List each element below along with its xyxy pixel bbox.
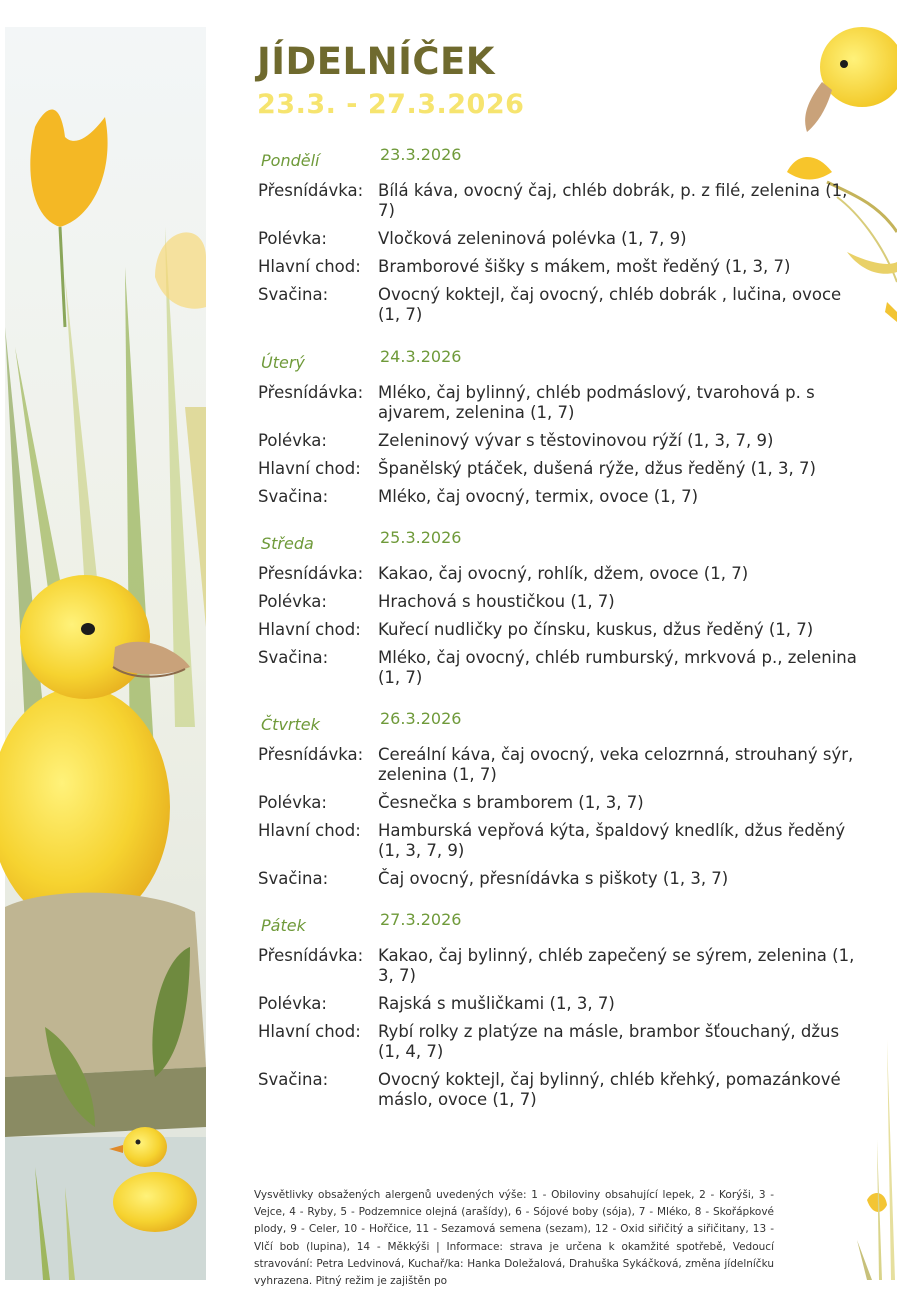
meal-row xyxy=(258,285,858,325)
meal-row xyxy=(258,431,858,451)
page-title: JÍDELNÍČEK xyxy=(257,40,495,83)
meal-text: Vločková zeleninová polévka (1, 7, 9) xyxy=(378,229,687,248)
meal-text: Kakao, čaj ovocný, rohlík, džem, ovoce (1, 7) xyxy=(378,564,749,583)
duckling-illustration xyxy=(5,27,206,1280)
meal-label: Hlavní chod: xyxy=(258,459,361,478)
day-date: 23.3.2026 xyxy=(380,145,462,164)
meal-row xyxy=(258,257,858,277)
meal-row xyxy=(258,648,858,688)
meal-text: Cereální káva, čaj ovocný, veka celozrnná, strouhaný sýr, zelenina (1, 7) xyxy=(378,745,854,784)
meal-text: Bramborové šišky s mákem, mošt ředěný (1, 3, 7) xyxy=(378,257,791,276)
meal-row xyxy=(258,869,858,889)
meal-label: Svačina: xyxy=(258,648,329,667)
day-name: Pátek xyxy=(261,916,306,935)
meal-label: Svačina: xyxy=(258,285,329,304)
day-date: 24.3.2026 xyxy=(380,347,462,366)
meal-label: Přesnídávka: xyxy=(258,745,364,764)
meal-text: Kakao, čaj bylinný, chléb zapečený se sýrem, zelenina (1, 3, 7) xyxy=(378,946,855,985)
meal-label: Hlavní chod: xyxy=(258,821,361,840)
day-date: 26.3.2026 xyxy=(380,709,462,728)
meal-text: Mléko, čaj ovocný, termix, ovoce (1, 7) xyxy=(378,487,699,506)
meal-text: Španělský ptáček, dušená rýže, džus ředěný (1, 3, 7) xyxy=(378,459,816,478)
meal-text: Čaj ovocný, přesnídávka s piškoty (1, 3, 7) xyxy=(378,869,729,888)
meal-text: Zeleninový vývar s těstovinovou rýží (1, 3, 7, 9) xyxy=(378,431,774,450)
day-name: Úterý xyxy=(261,353,305,372)
meal-row xyxy=(258,793,858,813)
meal-row xyxy=(258,821,858,861)
meal-text: Hamburská vepřová kýta, špaldový knedlík, džus ředěný (1, 3, 7, 9) xyxy=(378,821,846,860)
meal-row xyxy=(258,745,858,785)
day-name: Pondělí xyxy=(261,151,320,170)
date-range: 23.3. - 27.3.2026 xyxy=(257,89,525,120)
meal-label: Hlavní chod: xyxy=(258,1022,361,1041)
meal-row xyxy=(258,592,858,612)
day-friday xyxy=(258,910,858,1118)
meal-row xyxy=(258,564,858,584)
meal-label: Polévka: xyxy=(258,793,327,812)
meal-row xyxy=(258,1022,858,1062)
meal-text: Ovocný koktejl, čaj bylinný, chléb křehký, pomazánkové máslo, ovoce (1, 7) xyxy=(378,1070,841,1109)
meal-label: Hlavní chod: xyxy=(258,257,361,276)
day-name: Čtvrtek xyxy=(261,715,320,734)
day-wednesday xyxy=(258,528,858,696)
meal-row xyxy=(258,487,858,507)
meal-text: Bílá káva, ovocný čaj, chléb dobrák, p. z filé, zelenina (1, 7) xyxy=(378,181,848,220)
meal-row xyxy=(258,383,858,423)
meal-text: Česnečka s bramborem (1, 3, 7) xyxy=(378,793,644,812)
meal-text: Mléko, čaj bylinný, chléb podmáslový, tvarohová p. s ajvarem, zelenina (1, 7) xyxy=(378,383,815,422)
meal-row xyxy=(258,229,858,249)
meal-row xyxy=(258,994,858,1014)
meal-label: Polévka: xyxy=(258,592,327,611)
day-monday xyxy=(258,145,858,333)
day-date: 27.3.2026 xyxy=(380,910,462,929)
meal-label: Hlavní chod: xyxy=(258,620,361,639)
allergen-footnote: Vysvětlivky obsažených alergenů uvedených výše: 1 - Obiloviny obsahující lepek, 2 - Korýši, 3 - Vejce, 4 - Ryby, 5 - Podzemnice olejná (arašídy), 6 - Sójové boby (sója), 7 - Mléko, 8 - Skořápkové plody, 9 - Celer, 10 - Hořčice, 11 - Sezamová semena (sezam), 12 - Oxid siřičitý a siřičitany, 13 - Vlčí bob (lupina), 14 - Měkkýši | Informace: strava je určena k okamžité spotřebě, Vedoucí stravování: Petra Ledvinová, Kuchař/ka: Hanka Doležalová, Drahuška Sykáčková, změna jídelníčku vyhrazena. Pitný režim je zajištěn po xyxy=(254,1189,774,1288)
day-tuesday xyxy=(258,347,858,515)
day-thursday xyxy=(258,709,858,897)
meal-label: Polévka: xyxy=(258,229,327,248)
day-date: 25.3.2026 xyxy=(380,528,462,547)
meal-text: Hrachová s houstičkou (1, 7) xyxy=(378,592,615,611)
meal-text: Rybí rolky z platýze na másle, brambor šťouchaný, džus (1, 4, 7) xyxy=(378,1022,840,1061)
meal-text: Kuřecí nudličky po čínsku, kuskus, džus ředěný (1, 7) xyxy=(378,620,814,639)
meal-text: Ovocný koktejl, čaj ovocný, chléb dobrák , lučina, ovoce (1, 7) xyxy=(378,285,842,324)
meal-text: Rajská s mušličkami (1, 3, 7) xyxy=(378,994,615,1013)
meal-row xyxy=(258,946,858,986)
meal-label: Přesnídávka: xyxy=(258,181,364,200)
meal-label: Přesnídávka: xyxy=(258,946,364,965)
meal-row xyxy=(258,459,858,479)
meal-label: Polévka: xyxy=(258,431,327,450)
meal-label: Polévka: xyxy=(258,994,327,1013)
meal-row xyxy=(258,181,858,221)
meal-row xyxy=(258,620,858,640)
meal-label: Přesnídávka: xyxy=(258,383,364,402)
meal-text: Mléko, čaj ovocný, chléb rumburský, mrkvová p., zelenina (1, 7) xyxy=(378,648,857,687)
meal-label: Svačina: xyxy=(258,1070,329,1089)
meal-label: Přesnídávka: xyxy=(258,564,364,583)
meal-label: Svačina: xyxy=(258,869,329,888)
day-name: Středa xyxy=(261,534,314,553)
meal-row xyxy=(258,1070,858,1110)
meal-label: Svačina: xyxy=(258,487,329,506)
